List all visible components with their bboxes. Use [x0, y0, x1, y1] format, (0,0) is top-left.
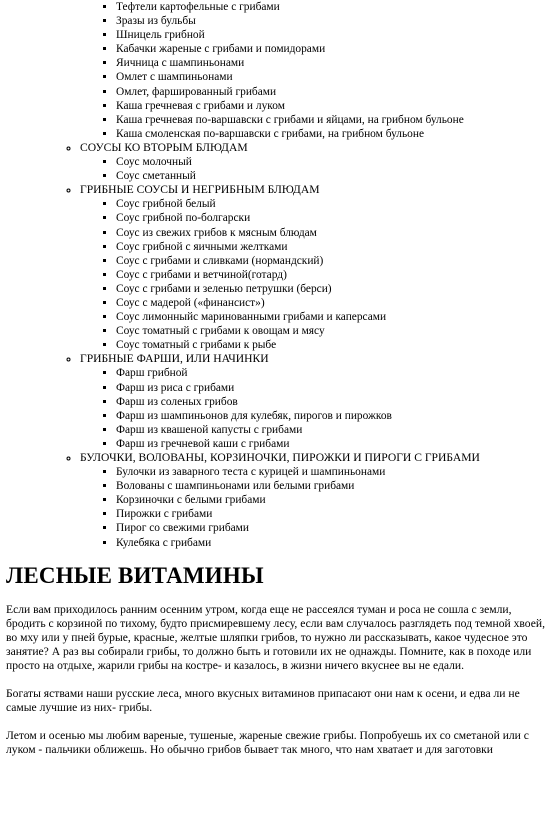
section-mushroom-sauces [80, 183, 555, 352]
section-title[interactable]: ГРИБНЫЕ ФАРШИ, ИЛИ НАЧИНКИ [80, 352, 269, 366]
section-items [80, 197, 555, 352]
section-pastries [80, 451, 555, 550]
section-sauces [80, 141, 555, 183]
list-item[interactable]: ▪ Булочки из заварного теста с курицей и шампиньонами [116, 465, 555, 479]
section-fillings [80, 352, 555, 451]
article-paragraph: Если вам приходилось ранним осенним утром, когда еще не рассеялся туман и роса не сошла с земли, бродить с корзиной по тихому, будто присмиревшему лесу, если вам случалось разглядеть под темной хвоей, во мху или у пней бурые, красные, желтые шляпки грибов, то нужно ли рассказывать, какое чудесное это занятие? А раз вы собирали грибы, то должно быть и готовили их не однажды. Помните, как в походе или просто на отдыхе, жарили грибы на костре- и казалось, в жизни ничего вкуснее вы не едали. [6, 602, 545, 673]
list-item[interactable]: ▪ Каша смоленская по-варшавски с грибами, на грибном бульоне [116, 127, 555, 141]
list-item[interactable]: ▪ Соус из свежих грибов к мясным блюдам [116, 226, 555, 240]
list-item[interactable]: ▪ Соус лимонныйс маринованными грибами и каперсами [116, 310, 555, 324]
article-heading: ЛЕСНЫЕ ВИТАМИНЫ [6, 562, 264, 588]
list-item[interactable]: ▪ Каша гречневая с грибами и луком [116, 99, 555, 113]
article-paragraph: Летом и осенью мы любим вареные, тушеные, жареные свежие грибы. Попробуешь их со сметаной или с луком - пальчики оближешь. Но обычно грибов бывает так много, что нам хватает и для заготовки [6, 729, 529, 757]
list-item[interactable]: ▪ Соус с грибами и сливками (нормандский) [116, 254, 555, 268]
list-item[interactable]: ▪ Фарш из риса с грибами [116, 381, 555, 395]
list-item[interactable]: ▪ Фарш из квашеной капусты с грибами [116, 423, 555, 437]
list-item[interactable]: ▪ Соус с грибами и зеленью петрушки (берси) [116, 282, 555, 296]
list-item[interactable]: ▪ Пирог со свежими грибами [116, 521, 555, 535]
list-item[interactable]: ▪ Зразы из бульбы [116, 14, 555, 28]
list-item[interactable]: ▪ Омлет, фаршированный грибами [116, 85, 555, 99]
list-item[interactable]: ▪ Волованы с шампиньонами или белыми грибами [116, 479, 555, 493]
list-item[interactable]: ▪ Соус с грибами и ветчиной(готард) [116, 268, 555, 282]
article-paragraph: Богаты яствами наши русские леса, много вкусных витаминов припасают они нам к осени, и едва ли не самые лучшие из них- грибы. [6, 687, 520, 715]
section-title[interactable]: БУЛОЧКИ, ВОЛОВАНЫ, КОРЗИНОЧКИ, ПИРОЖКИ И ПИРОГИ С ГРИБАМИ [80, 451, 480, 464]
list-item[interactable]: ▪ Корзиночки с белыми грибами [116, 493, 555, 507]
list-item[interactable]: ▪ Соус грибной белый [116, 197, 555, 211]
list-item[interactable]: ▪ Соус грибной с яичными желтками [116, 240, 555, 254]
list-item[interactable]: ▪ Кулебяка с грибами [116, 536, 555, 550]
list-item[interactable]: ▪ Соус с мадерой («финансист») [116, 296, 555, 310]
list-item[interactable]: ▪ Соус томатный с грибами к овощам и мясу [116, 324, 555, 338]
list-item[interactable]: ▪ Шницель грибной [116, 28, 555, 42]
list-item[interactable]: ▪ Фарш из соленых грибов [116, 395, 555, 409]
section-list [0, 141, 555, 550]
section-title[interactable]: СОУСЫ КО ВТОРЫМ БЛЮДАМ [80, 140, 248, 154]
list-item[interactable]: ▪ Соус томатный с грибами к рыбе [116, 338, 555, 352]
list-item[interactable]: ▪ Кабачки жареные с грибами и помидорами [116, 42, 555, 56]
list-item[interactable]: ▪ Омлет с шампиньонами [116, 70, 555, 84]
section-items [80, 155, 555, 183]
list-item[interactable]: ▪ Тефтели картофельные с грибами [116, 0, 555, 14]
list-item[interactable]: ▪ Пирожки с грибами [116, 507, 555, 521]
list-item[interactable]: ▪ Соус молочный [116, 155, 555, 169]
recipe-list-top [0, 0, 555, 141]
list-item[interactable]: ▪ Яичница с шампиньонами [116, 56, 555, 70]
list-item[interactable]: ▪ Соус сметанный [116, 169, 555, 183]
list-item[interactable]: ▪ Фарш грибной [116, 366, 555, 380]
section-title[interactable]: ГРИБНЫЕ СОУСЫ И НЕГРИБНЫМ БЛЮДАМ [80, 183, 320, 197]
list-item[interactable]: ▪ Фарш из шампиньонов для кулебяк, пирогов и пирожков [116, 409, 555, 423]
list-item[interactable]: ▪ Каша гречневая по-варшавски с грибами и яйцами, на грибном бульоне [116, 113, 555, 127]
list-item[interactable]: ▪ Соус грибной по-болгарски [116, 211, 555, 225]
section-items [80, 366, 555, 451]
list-item[interactable]: ▪ Фарш из гречневой каши с грибами [116, 437, 555, 451]
section-items [80, 465, 555, 550]
